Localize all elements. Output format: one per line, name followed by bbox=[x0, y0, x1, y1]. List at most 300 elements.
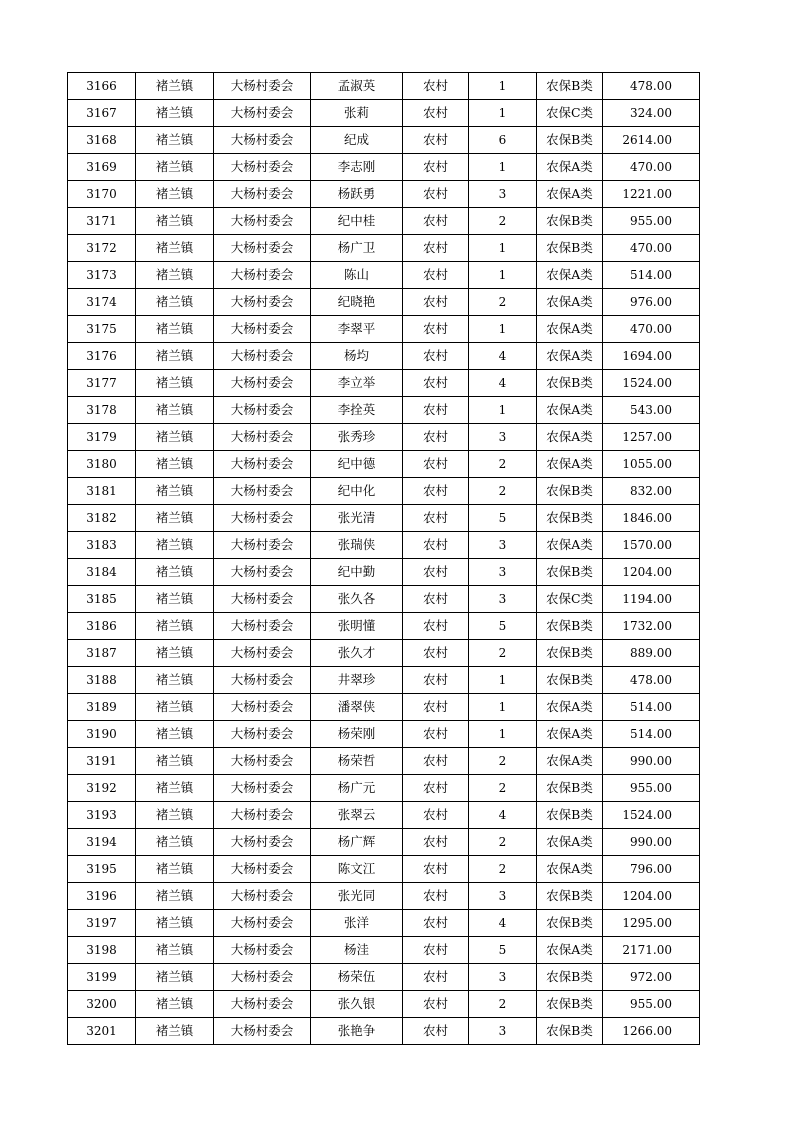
cell-id: 3192 bbox=[68, 775, 136, 802]
cell-count: 3 bbox=[469, 532, 537, 559]
cell-name: 张秀珍 bbox=[311, 424, 403, 451]
cell-town: 褚兰镇 bbox=[136, 343, 214, 370]
cell-count: 4 bbox=[469, 910, 537, 937]
cell-town: 褚兰镇 bbox=[136, 559, 214, 586]
cell-name: 张久才 bbox=[311, 640, 403, 667]
cell-area: 农村 bbox=[403, 262, 469, 289]
cell-id: 3174 bbox=[68, 289, 136, 316]
cell-amount: 470.00 bbox=[603, 154, 700, 181]
cell-amount: 1204.00 bbox=[603, 883, 700, 910]
cell-amount: 990.00 bbox=[603, 829, 700, 856]
cell-id: 3198 bbox=[68, 937, 136, 964]
cell-name: 杨广卫 bbox=[311, 235, 403, 262]
table-row bbox=[68, 775, 700, 802]
table-row bbox=[68, 910, 700, 937]
cell-id: 3176 bbox=[68, 343, 136, 370]
cell-amount: 1570.00 bbox=[603, 532, 700, 559]
cell-count: 3 bbox=[469, 1018, 537, 1045]
cell-id: 3193 bbox=[68, 802, 136, 829]
cell-count: 1 bbox=[469, 397, 537, 424]
cell-category: 农保A类 bbox=[537, 694, 603, 721]
table-row bbox=[68, 262, 700, 289]
cell-town: 褚兰镇 bbox=[136, 1018, 214, 1045]
cell-category: 农保B类 bbox=[537, 613, 603, 640]
cell-committee: 大杨村委会 bbox=[214, 559, 311, 586]
cell-area: 农村 bbox=[403, 478, 469, 505]
cell-count: 3 bbox=[469, 964, 537, 991]
cell-town: 褚兰镇 bbox=[136, 478, 214, 505]
cell-committee: 大杨村委会 bbox=[214, 343, 311, 370]
cell-category: 农保B类 bbox=[537, 235, 603, 262]
cell-count: 3 bbox=[469, 559, 537, 586]
cell-amount: 796.00 bbox=[603, 856, 700, 883]
cell-name: 杨广元 bbox=[311, 775, 403, 802]
cell-amount: 972.00 bbox=[603, 964, 700, 991]
cell-amount: 1266.00 bbox=[603, 1018, 700, 1045]
cell-area: 农村 bbox=[403, 451, 469, 478]
cell-committee: 大杨村委会 bbox=[214, 289, 311, 316]
cell-town: 褚兰镇 bbox=[136, 505, 214, 532]
cell-amount: 470.00 bbox=[603, 316, 700, 343]
cell-amount: 976.00 bbox=[603, 289, 700, 316]
cell-town: 褚兰镇 bbox=[136, 181, 214, 208]
cell-count: 3 bbox=[469, 883, 537, 910]
cell-count: 4 bbox=[469, 802, 537, 829]
cell-name: 纪晓艳 bbox=[311, 289, 403, 316]
cell-name: 潘翠侠 bbox=[311, 694, 403, 721]
cell-area: 农村 bbox=[403, 613, 469, 640]
cell-amount: 1204.00 bbox=[603, 559, 700, 586]
cell-category: 农保B类 bbox=[537, 559, 603, 586]
cell-name: 张洋 bbox=[311, 910, 403, 937]
cell-id: 3194 bbox=[68, 829, 136, 856]
cell-town: 褚兰镇 bbox=[136, 910, 214, 937]
cell-town: 褚兰镇 bbox=[136, 748, 214, 775]
cell-committee: 大杨村委会 bbox=[214, 127, 311, 154]
cell-count: 4 bbox=[469, 370, 537, 397]
cell-town: 褚兰镇 bbox=[136, 424, 214, 451]
cell-committee: 大杨村委会 bbox=[214, 802, 311, 829]
cell-category: 农保A类 bbox=[537, 748, 603, 775]
cell-count: 2 bbox=[469, 775, 537, 802]
cell-area: 农村 bbox=[403, 316, 469, 343]
cell-amount: 1221.00 bbox=[603, 181, 700, 208]
cell-category: 农保A类 bbox=[537, 397, 603, 424]
cell-committee: 大杨村委会 bbox=[214, 586, 311, 613]
cell-town: 褚兰镇 bbox=[136, 100, 214, 127]
cell-name: 张瑞侠 bbox=[311, 532, 403, 559]
cell-name: 纪中化 bbox=[311, 478, 403, 505]
cell-id: 3168 bbox=[68, 127, 136, 154]
cell-category: 农保B类 bbox=[537, 640, 603, 667]
cell-name: 井翠珍 bbox=[311, 667, 403, 694]
table-row bbox=[68, 640, 700, 667]
table-row bbox=[68, 100, 700, 127]
cell-id: 3185 bbox=[68, 586, 136, 613]
cell-id: 3171 bbox=[68, 208, 136, 235]
cell-committee: 大杨村委会 bbox=[214, 181, 311, 208]
cell-town: 褚兰镇 bbox=[136, 721, 214, 748]
table-row bbox=[68, 289, 700, 316]
cell-committee: 大杨村委会 bbox=[214, 721, 311, 748]
cell-committee: 大杨村委会 bbox=[214, 154, 311, 181]
cell-id: 3175 bbox=[68, 316, 136, 343]
cell-area: 农村 bbox=[403, 937, 469, 964]
cell-amount: 2614.00 bbox=[603, 127, 700, 154]
cell-area: 农村 bbox=[403, 991, 469, 1018]
cell-town: 褚兰镇 bbox=[136, 73, 214, 100]
cell-town: 褚兰镇 bbox=[136, 154, 214, 181]
cell-category: 农保B类 bbox=[537, 883, 603, 910]
cell-committee: 大杨村委会 bbox=[214, 397, 311, 424]
cell-area: 农村 bbox=[403, 694, 469, 721]
cell-town: 褚兰镇 bbox=[136, 370, 214, 397]
cell-town: 褚兰镇 bbox=[136, 262, 214, 289]
cell-area: 农村 bbox=[403, 748, 469, 775]
cell-name: 陈山 bbox=[311, 262, 403, 289]
cell-area: 农村 bbox=[403, 829, 469, 856]
cell-amount: 478.00 bbox=[603, 73, 700, 100]
cell-name: 杨跃勇 bbox=[311, 181, 403, 208]
cell-amount: 1257.00 bbox=[603, 424, 700, 451]
cell-town: 褚兰镇 bbox=[136, 991, 214, 1018]
cell-committee: 大杨村委会 bbox=[214, 478, 311, 505]
cell-area: 农村 bbox=[403, 910, 469, 937]
cell-town: 褚兰镇 bbox=[136, 694, 214, 721]
cell-area: 农村 bbox=[403, 181, 469, 208]
cell-count: 5 bbox=[469, 937, 537, 964]
table-row bbox=[68, 316, 700, 343]
cell-committee: 大杨村委会 bbox=[214, 640, 311, 667]
table-row bbox=[68, 127, 700, 154]
cell-id: 3195 bbox=[68, 856, 136, 883]
cell-count: 1 bbox=[469, 100, 537, 127]
table-row bbox=[68, 694, 700, 721]
cell-committee: 大杨村委会 bbox=[214, 856, 311, 883]
cell-committee: 大杨村委会 bbox=[214, 505, 311, 532]
cell-committee: 大杨村委会 bbox=[214, 100, 311, 127]
cell-count: 1 bbox=[469, 154, 537, 181]
cell-committee: 大杨村委会 bbox=[214, 964, 311, 991]
cell-category: 农保B类 bbox=[537, 991, 603, 1018]
cell-committee: 大杨村委会 bbox=[214, 694, 311, 721]
cell-name: 张莉 bbox=[311, 100, 403, 127]
cell-count: 3 bbox=[469, 586, 537, 613]
cell-count: 1 bbox=[469, 667, 537, 694]
table-row bbox=[68, 235, 700, 262]
cell-area: 农村 bbox=[403, 721, 469, 748]
cell-name: 张翠云 bbox=[311, 802, 403, 829]
cell-id: 3166 bbox=[68, 73, 136, 100]
cell-area: 农村 bbox=[403, 424, 469, 451]
cell-count: 1 bbox=[469, 316, 537, 343]
cell-category: 农保B类 bbox=[537, 505, 603, 532]
cell-name: 纪成 bbox=[311, 127, 403, 154]
cell-committee: 大杨村委会 bbox=[214, 235, 311, 262]
table-row bbox=[68, 532, 700, 559]
cell-amount: 470.00 bbox=[603, 235, 700, 262]
cell-count: 2 bbox=[469, 451, 537, 478]
cell-name: 张久各 bbox=[311, 586, 403, 613]
cell-amount: 1524.00 bbox=[603, 802, 700, 829]
cell-category: 农保B类 bbox=[537, 1018, 603, 1045]
cell-area: 农村 bbox=[403, 505, 469, 532]
cell-town: 褚兰镇 bbox=[136, 829, 214, 856]
cell-name: 李翠平 bbox=[311, 316, 403, 343]
cell-count: 1 bbox=[469, 73, 537, 100]
table-row bbox=[68, 73, 700, 100]
cell-id: 3189 bbox=[68, 694, 136, 721]
cell-amount: 990.00 bbox=[603, 748, 700, 775]
table-row bbox=[68, 343, 700, 370]
table-row bbox=[68, 829, 700, 856]
cell-name: 杨荣伍 bbox=[311, 964, 403, 991]
cell-name: 杨均 bbox=[311, 343, 403, 370]
cell-count: 2 bbox=[469, 856, 537, 883]
cell-town: 褚兰镇 bbox=[136, 532, 214, 559]
cell-amount: 2171.00 bbox=[603, 937, 700, 964]
cell-amount: 1524.00 bbox=[603, 370, 700, 397]
cell-committee: 大杨村委会 bbox=[214, 451, 311, 478]
cell-town: 褚兰镇 bbox=[136, 451, 214, 478]
cell-area: 农村 bbox=[403, 775, 469, 802]
cell-count: 2 bbox=[469, 640, 537, 667]
cell-amount: 832.00 bbox=[603, 478, 700, 505]
cell-area: 农村 bbox=[403, 559, 469, 586]
cell-count: 1 bbox=[469, 694, 537, 721]
cell-town: 褚兰镇 bbox=[136, 586, 214, 613]
cell-count: 1 bbox=[469, 235, 537, 262]
table-row bbox=[68, 802, 700, 829]
cell-area: 农村 bbox=[403, 208, 469, 235]
cell-town: 褚兰镇 bbox=[136, 640, 214, 667]
cell-count: 5 bbox=[469, 613, 537, 640]
cell-category: 农保A类 bbox=[537, 154, 603, 181]
cell-category: 农保A类 bbox=[537, 289, 603, 316]
cell-name: 张明懂 bbox=[311, 613, 403, 640]
cell-category: 农保A类 bbox=[537, 181, 603, 208]
cell-area: 农村 bbox=[403, 964, 469, 991]
cell-area: 农村 bbox=[403, 586, 469, 613]
cell-area: 农村 bbox=[403, 883, 469, 910]
cell-id: 3170 bbox=[68, 181, 136, 208]
cell-amount: 324.00 bbox=[603, 100, 700, 127]
cell-committee: 大杨村委会 bbox=[214, 208, 311, 235]
cell-category: 农保B类 bbox=[537, 73, 603, 100]
cell-count: 2 bbox=[469, 478, 537, 505]
cell-id: 3186 bbox=[68, 613, 136, 640]
table-row bbox=[68, 748, 700, 775]
cell-name: 张光清 bbox=[311, 505, 403, 532]
cell-town: 褚兰镇 bbox=[136, 397, 214, 424]
cell-area: 农村 bbox=[403, 100, 469, 127]
table-row bbox=[68, 1018, 700, 1045]
cell-id: 3200 bbox=[68, 991, 136, 1018]
cell-name: 纪中桂 bbox=[311, 208, 403, 235]
cell-amount: 955.00 bbox=[603, 991, 700, 1018]
cell-amount: 514.00 bbox=[603, 262, 700, 289]
cell-area: 农村 bbox=[403, 370, 469, 397]
cell-committee: 大杨村委会 bbox=[214, 370, 311, 397]
table-row bbox=[68, 937, 700, 964]
cell-count: 1 bbox=[469, 262, 537, 289]
cell-committee: 大杨村委会 bbox=[214, 316, 311, 343]
cell-category: 农保B类 bbox=[537, 775, 603, 802]
cell-area: 农村 bbox=[403, 856, 469, 883]
cell-category: 农保B类 bbox=[537, 910, 603, 937]
cell-town: 褚兰镇 bbox=[136, 802, 214, 829]
table-row bbox=[68, 370, 700, 397]
cell-id: 3183 bbox=[68, 532, 136, 559]
cell-id: 3184 bbox=[68, 559, 136, 586]
cell-name: 李立举 bbox=[311, 370, 403, 397]
cell-committee: 大杨村委会 bbox=[214, 775, 311, 802]
table-row bbox=[68, 964, 700, 991]
table-body bbox=[68, 73, 700, 1045]
cell-category: 农保A类 bbox=[537, 451, 603, 478]
cell-town: 褚兰镇 bbox=[136, 775, 214, 802]
cell-name: 杨荣刚 bbox=[311, 721, 403, 748]
cell-category: 农保B类 bbox=[537, 964, 603, 991]
cell-category: 农保A类 bbox=[537, 856, 603, 883]
cell-count: 1 bbox=[469, 721, 537, 748]
cell-category: 农保A类 bbox=[537, 721, 603, 748]
cell-count: 3 bbox=[469, 424, 537, 451]
cell-count: 3 bbox=[469, 181, 537, 208]
cell-id: 3199 bbox=[68, 964, 136, 991]
cell-category: 农保B类 bbox=[537, 127, 603, 154]
cell-area: 农村 bbox=[403, 289, 469, 316]
cell-committee: 大杨村委会 bbox=[214, 910, 311, 937]
cell-category: 农保C类 bbox=[537, 586, 603, 613]
cell-category: 农保A类 bbox=[537, 316, 603, 343]
cell-id: 3197 bbox=[68, 910, 136, 937]
cell-count: 2 bbox=[469, 289, 537, 316]
cell-amount: 514.00 bbox=[603, 694, 700, 721]
cell-count: 5 bbox=[469, 505, 537, 532]
cell-name: 张光同 bbox=[311, 883, 403, 910]
table-row bbox=[68, 559, 700, 586]
cell-committee: 大杨村委会 bbox=[214, 262, 311, 289]
cell-category: 农保A类 bbox=[537, 262, 603, 289]
cell-category: 农保C类 bbox=[537, 100, 603, 127]
cell-amount: 955.00 bbox=[603, 208, 700, 235]
cell-id: 3167 bbox=[68, 100, 136, 127]
cell-count: 6 bbox=[469, 127, 537, 154]
table-row bbox=[68, 991, 700, 1018]
cell-town: 褚兰镇 bbox=[136, 289, 214, 316]
cell-category: 农保B类 bbox=[537, 370, 603, 397]
table-row bbox=[68, 883, 700, 910]
cell-name: 李志刚 bbox=[311, 154, 403, 181]
cell-amount: 1732.00 bbox=[603, 613, 700, 640]
cell-amount: 1194.00 bbox=[603, 586, 700, 613]
table-row bbox=[68, 397, 700, 424]
cell-name: 张久银 bbox=[311, 991, 403, 1018]
table-row bbox=[68, 667, 700, 694]
table-row bbox=[68, 613, 700, 640]
cell-committee: 大杨村委会 bbox=[214, 1018, 311, 1045]
table-row bbox=[68, 154, 700, 181]
cell-town: 褚兰镇 bbox=[136, 316, 214, 343]
cell-area: 农村 bbox=[403, 154, 469, 181]
cell-category: 农保A类 bbox=[537, 829, 603, 856]
cell-amount: 1846.00 bbox=[603, 505, 700, 532]
cell-id: 3187 bbox=[68, 640, 136, 667]
cell-area: 农村 bbox=[403, 802, 469, 829]
cell-area: 农村 bbox=[403, 1018, 469, 1045]
cell-id: 3179 bbox=[68, 424, 136, 451]
cell-town: 褚兰镇 bbox=[136, 613, 214, 640]
cell-committee: 大杨村委会 bbox=[214, 424, 311, 451]
cell-committee: 大杨村委会 bbox=[214, 532, 311, 559]
cell-amount: 1295.00 bbox=[603, 910, 700, 937]
cell-town: 褚兰镇 bbox=[136, 208, 214, 235]
cell-committee: 大杨村委会 bbox=[214, 73, 311, 100]
cell-town: 褚兰镇 bbox=[136, 856, 214, 883]
cell-committee: 大杨村委会 bbox=[214, 937, 311, 964]
cell-name: 杨广辉 bbox=[311, 829, 403, 856]
cell-count: 2 bbox=[469, 829, 537, 856]
cell-category: 农保B类 bbox=[537, 478, 603, 505]
cell-count: 2 bbox=[469, 208, 537, 235]
cell-town: 褚兰镇 bbox=[136, 883, 214, 910]
cell-town: 褚兰镇 bbox=[136, 964, 214, 991]
cell-category: 农保A类 bbox=[537, 343, 603, 370]
cell-category: 农保B类 bbox=[537, 802, 603, 829]
cell-name: 陈文江 bbox=[311, 856, 403, 883]
cell-name: 杨荣哲 bbox=[311, 748, 403, 775]
cell-name: 张艳争 bbox=[311, 1018, 403, 1045]
cell-count: 2 bbox=[469, 991, 537, 1018]
cell-area: 农村 bbox=[403, 640, 469, 667]
cell-id: 3196 bbox=[68, 883, 136, 910]
cell-name: 纪中勤 bbox=[311, 559, 403, 586]
cell-id: 3201 bbox=[68, 1018, 136, 1045]
cell-name: 孟淑英 bbox=[311, 73, 403, 100]
cell-area: 农村 bbox=[403, 127, 469, 154]
table-row bbox=[68, 721, 700, 748]
table-row bbox=[68, 424, 700, 451]
cell-id: 3177 bbox=[68, 370, 136, 397]
table-row bbox=[68, 451, 700, 478]
cell-town: 褚兰镇 bbox=[136, 127, 214, 154]
cell-committee: 大杨村委会 bbox=[214, 667, 311, 694]
cell-count: 2 bbox=[469, 748, 537, 775]
cell-area: 农村 bbox=[403, 532, 469, 559]
cell-town: 褚兰镇 bbox=[136, 667, 214, 694]
cell-id: 3173 bbox=[68, 262, 136, 289]
table-row bbox=[68, 181, 700, 208]
cell-name: 杨洼 bbox=[311, 937, 403, 964]
table-row bbox=[68, 208, 700, 235]
cell-category: 农保A类 bbox=[537, 937, 603, 964]
cell-amount: 955.00 bbox=[603, 775, 700, 802]
table-row bbox=[68, 478, 700, 505]
cell-amount: 1694.00 bbox=[603, 343, 700, 370]
cell-category: 农保B类 bbox=[537, 667, 603, 694]
table-row bbox=[68, 586, 700, 613]
cell-committee: 大杨村委会 bbox=[214, 883, 311, 910]
cell-area: 农村 bbox=[403, 397, 469, 424]
cell-committee: 大杨村委会 bbox=[214, 613, 311, 640]
cell-name: 李拴英 bbox=[311, 397, 403, 424]
cell-area: 农村 bbox=[403, 343, 469, 370]
cell-committee: 大杨村委会 bbox=[214, 991, 311, 1018]
cell-area: 农村 bbox=[403, 73, 469, 100]
cell-amount: 889.00 bbox=[603, 640, 700, 667]
cell-id: 3190 bbox=[68, 721, 136, 748]
